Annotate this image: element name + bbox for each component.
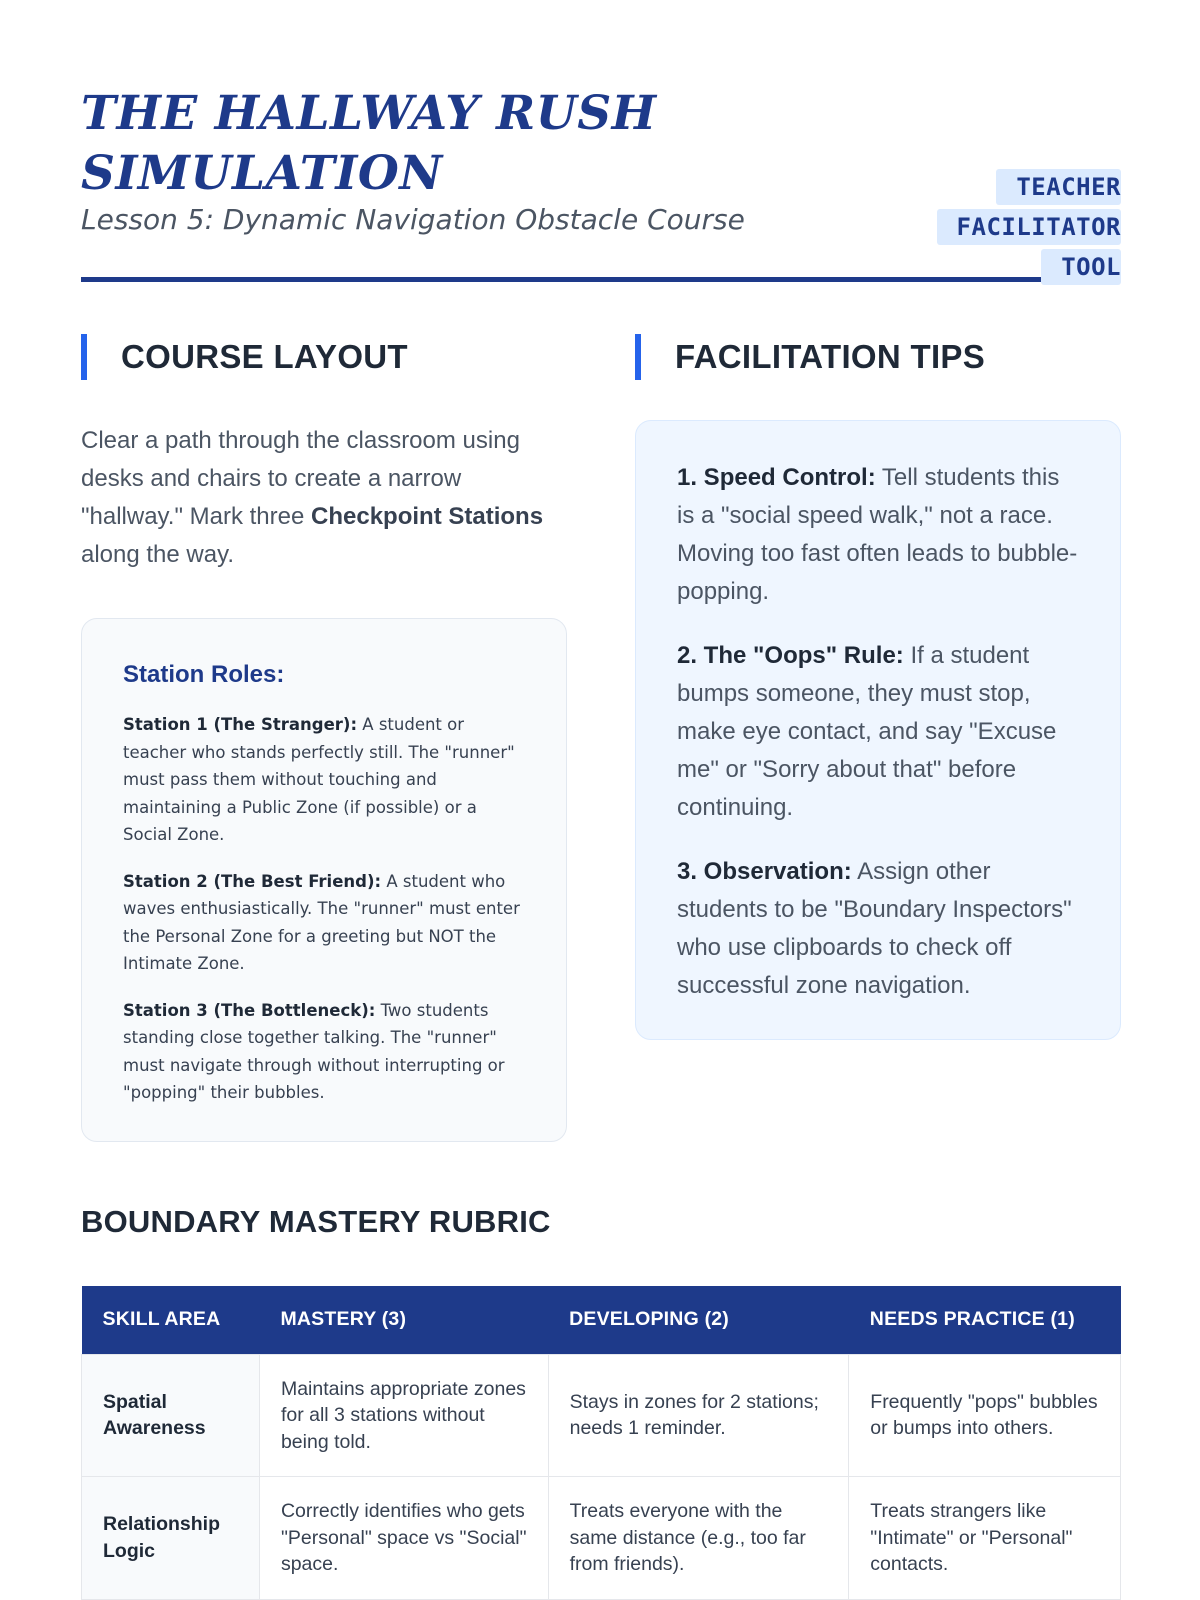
station-role-label: Station 1 (The Stranger):	[123, 715, 358, 734]
skill-area-cell: Spatial Awareness	[82, 1354, 260, 1477]
facilitation-tips-heading: FACILITATION TIPS	[635, 334, 1121, 380]
intro-text-end: along the way.	[81, 541, 234, 568]
station-role-text: Two students standing close together talking. The "runner" must navigate through without interrupting or "popping" their bubbles.	[123, 1000, 505, 1102]
column-header: DEVELOPING (2)	[548, 1286, 849, 1354]
column-header: MASTERY (3)	[259, 1286, 548, 1354]
page-header	[81, 84, 1121, 282]
facilitator-badge	[871, 167, 1121, 287]
intro-bold-text: Checkpoint Stations	[311, 503, 544, 530]
page-title: THE HALLWAY RUSH SIMULATION	[81, 86, 657, 201]
tip-label: 2. The "Oops" Rule:	[677, 642, 904, 669]
rubric-header-row	[82, 1286, 1121, 1354]
tip-text: Tell students this is a "social speed walk," not a race. Moving too fast often leads to bubble-popping.	[677, 464, 1078, 605]
course-layout-heading: COURSE LAYOUT	[81, 334, 567, 380]
tip-text: If a student bumps someone, they must stop, make eye contact, and say "Excuse me" or "Sorry about that" before continuing.	[677, 642, 1057, 821]
station-role	[123, 997, 526, 1107]
column-header: SKILL AREA	[82, 1286, 260, 1354]
skill-area-cell: Relationship Logic	[82, 1477, 260, 1600]
station-role-text: A student or teacher who stands perfectly still. The "runner" must pass them without touching and maintaining a Public Zone (if possible) or a Social Zone.	[123, 715, 515, 844]
intro-text: Clear a path through the classroom using desks and chairs to create a narrow "hallway." Mark three	[81, 427, 520, 530]
tip-text: Assign other students to be "Boundary Inspectors" who use clipboards to check off successful zone navigation.	[677, 858, 1072, 999]
mastery-cell: Maintains appropriate zones for all 3 stations without being told.	[259, 1354, 548, 1477]
station-roles-title: Station Roles:	[123, 661, 285, 688]
station-roles-card	[81, 618, 567, 1142]
table-row	[82, 1354, 1121, 1477]
developing-cell: Stays in zones for 2 stations; needs 1 reminder.	[548, 1354, 849, 1477]
developing-cell: Treats everyone with the same distance (e.g., too far from friends).	[548, 1477, 849, 1600]
rubric-table	[81, 1286, 1121, 1600]
tip-label: 1. Speed Control:	[677, 464, 876, 491]
station-role-text: A student who waves enthusiastically. The "runner" must enter the Personal Zone for a greeting but NOT the Intimate Zone.	[123, 871, 520, 973]
facilitation-tip	[677, 853, 1080, 1005]
station-role-label: Station 2 (The Best Friend):	[123, 871, 382, 891]
facilitation-tips-card	[635, 420, 1121, 1040]
course-layout-intro	[81, 422, 567, 574]
worksheet-page	[81, 0, 1121, 1600]
needs-practice-cell: Treats strangers like "Intimate" or "Personal" contacts.	[849, 1477, 1121, 1600]
page-subtitle: Lesson 5: Dynamic Navigation Obstacle Course	[81, 203, 745, 236]
tip-label: 3. Observation:	[677, 858, 852, 885]
station-role	[123, 711, 526, 849]
mastery-cell: Correctly identifies who gets "Personal" space vs "Social" space.	[259, 1477, 548, 1600]
facilitation-tips-section	[635, 334, 1121, 1040]
facilitation-tip	[677, 637, 1080, 827]
station-role-label: Station 3 (The Bottleneck):	[123, 1000, 376, 1020]
column-header: NEEDS PRACTICE (1)	[849, 1286, 1121, 1354]
table-row	[82, 1477, 1121, 1600]
facilitation-tip	[677, 459, 1080, 611]
course-layout-section	[81, 334, 567, 1142]
needs-practice-cell: Frequently "pops" bubbles or bumps into others.	[849, 1354, 1121, 1477]
facilitator-badge-text: TEACHER FACILITATOR TOOL	[937, 169, 1121, 285]
station-role	[123, 868, 526, 978]
rubric-heading: BOUNDARY MASTERY RUBRIC	[81, 1204, 551, 1239]
